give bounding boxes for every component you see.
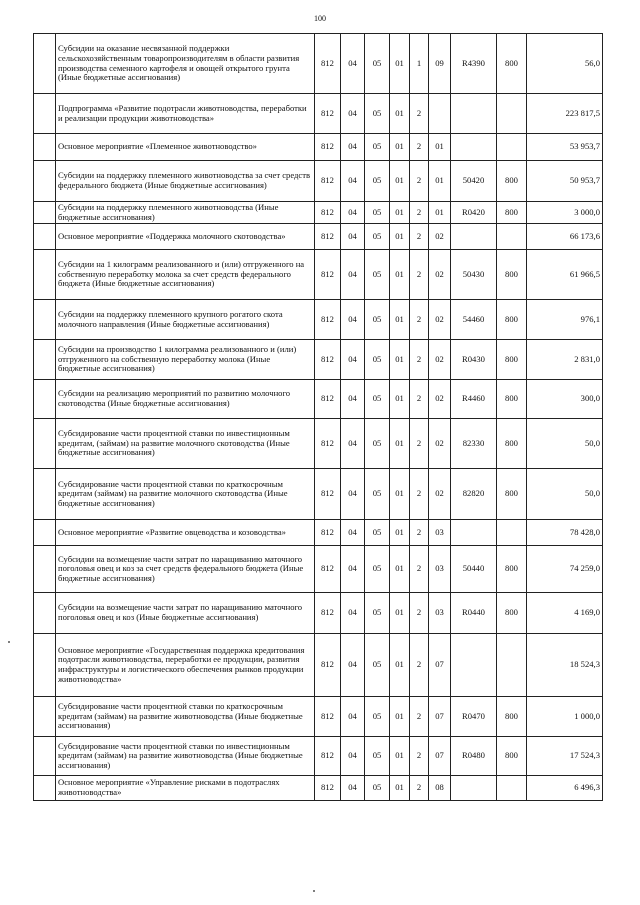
event-code-cell: 02 <box>429 224 451 250</box>
section-code-cell: 04 <box>341 593 365 634</box>
table-row <box>34 419 603 469</box>
event-code-cell: 07 <box>429 697 451 737</box>
amount-cell: 3 000,0 <box>527 202 603 224</box>
subprogram-code-cell: 2 <box>410 380 429 419</box>
item-name-cell: Субсидии на поддержку племенного крупного рогатого скота молочного направления (Иные бюджетные ассигнования) <box>56 300 315 340</box>
row-number-cell <box>34 224 56 250</box>
admin-code-cell: 812 <box>315 202 341 224</box>
expense-type-cell: 800 <box>497 161 527 202</box>
program-code-cell: 01 <box>390 380 410 419</box>
program-code-cell: 01 <box>390 94 410 134</box>
amount-cell: 78 428,0 <box>527 520 603 546</box>
subprogram-code-cell: 2 <box>410 520 429 546</box>
expense-type-cell: 800 <box>497 737 527 776</box>
program-code-cell: 01 <box>390 161 410 202</box>
expense-type-cell: 800 <box>497 250 527 300</box>
event-code-cell: 03 <box>429 593 451 634</box>
admin-code-cell: 812 <box>315 34 341 94</box>
row-number-cell <box>34 380 56 419</box>
subsection-code-cell: 05 <box>365 134 390 161</box>
program-code-cell: 01 <box>390 520 410 546</box>
expense-type-cell: 800 <box>497 419 527 469</box>
page-number: 100 <box>314 14 326 23</box>
program-code-cell: 01 <box>390 202 410 224</box>
subsection-code-cell: 05 <box>365 94 390 134</box>
event-code-cell: 03 <box>429 546 451 593</box>
subprogram-code-cell: 2 <box>410 250 429 300</box>
table-row <box>34 634 603 697</box>
program-code-cell: 01 <box>390 419 410 469</box>
subprogram-code-cell: 2 <box>410 634 429 697</box>
direction-code-cell: R0420 <box>451 202 497 224</box>
admin-code-cell: 812 <box>315 546 341 593</box>
row-number-cell <box>34 697 56 737</box>
admin-code-cell: 812 <box>315 250 341 300</box>
subprogram-code-cell: 2 <box>410 300 429 340</box>
section-code-cell: 04 <box>341 737 365 776</box>
table-row <box>34 737 603 776</box>
scan-speck <box>8 641 10 643</box>
row-number-cell <box>34 161 56 202</box>
section-code-cell: 04 <box>341 134 365 161</box>
section-code-cell: 04 <box>341 419 365 469</box>
section-code-cell: 04 <box>341 34 365 94</box>
event-code-cell: 02 <box>429 300 451 340</box>
row-number-cell <box>34 202 56 224</box>
row-number-cell <box>34 94 56 134</box>
expense-type-cell <box>497 520 527 546</box>
section-code-cell: 04 <box>341 380 365 419</box>
item-name-cell: Основное мероприятие «Племенное животноводство» <box>56 134 315 161</box>
subsection-code-cell: 05 <box>365 224 390 250</box>
amount-cell: 976,1 <box>527 300 603 340</box>
expense-type-cell: 800 <box>497 380 527 419</box>
subsection-code-cell: 05 <box>365 300 390 340</box>
item-name-cell: Субсидирование части процентной ставки по инвестиционным кредитам, (займам) на развитие молочного скотоводства (Иные бюджетные ассигнования) <box>56 419 315 469</box>
table-row <box>34 520 603 546</box>
subsection-code-cell: 05 <box>365 380 390 419</box>
admin-code-cell: 812 <box>315 593 341 634</box>
expense-type-cell: 800 <box>497 300 527 340</box>
event-code-cell: 03 <box>429 520 451 546</box>
expense-type-cell <box>497 224 527 250</box>
subprogram-code-cell: 2 <box>410 94 429 134</box>
section-code-cell: 04 <box>341 300 365 340</box>
row-number-cell <box>34 634 56 697</box>
subprogram-code-cell: 2 <box>410 224 429 250</box>
admin-code-cell: 812 <box>315 94 341 134</box>
amount-cell: 56,0 <box>527 34 603 94</box>
expense-type-cell <box>497 776 527 801</box>
amount-cell: 53 953,7 <box>527 134 603 161</box>
subsection-code-cell: 05 <box>365 546 390 593</box>
item-name-cell: Подпрограмма «Развитие подотрасли животноводства, переработки и реализации продукции животноводства» <box>56 94 315 134</box>
row-number-cell <box>34 737 56 776</box>
event-code-cell: 01 <box>429 161 451 202</box>
direction-code-cell: R4390 <box>451 34 497 94</box>
scan-speck <box>313 890 315 892</box>
section-code-cell: 04 <box>341 546 365 593</box>
subsection-code-cell: 05 <box>365 419 390 469</box>
direction-code-cell <box>451 134 497 161</box>
direction-code-cell: 82330 <box>451 419 497 469</box>
subsection-code-cell: 05 <box>365 634 390 697</box>
program-code-cell: 01 <box>390 300 410 340</box>
event-code-cell: 01 <box>429 202 451 224</box>
direction-code-cell: 82820 <box>451 469 497 520</box>
item-name-cell: Основное мероприятие «Поддержка молочного скотоводства» <box>56 224 315 250</box>
item-name-cell: Субсидии на оказание несвязанной поддержки сельскохозяйственным товаропроизводителям в области развития производства семенного картофеля и овощей открытого грунта (Иные бюджетные ассигнования) <box>56 34 315 94</box>
table-row <box>34 340 603 380</box>
item-name-cell: Основное мероприятие «Развитие овцеводства и козоводства» <box>56 520 315 546</box>
expense-type-cell <box>497 94 527 134</box>
table-row <box>34 469 603 520</box>
direction-code-cell: 50440 <box>451 546 497 593</box>
item-name-cell: Субсидии на поддержку племенного животноводства (Иные бюджетные ассигнования) <box>56 202 315 224</box>
subprogram-code-cell: 2 <box>410 134 429 161</box>
program-code-cell: 01 <box>390 134 410 161</box>
subsection-code-cell: 05 <box>365 776 390 801</box>
event-code-cell: 01 <box>429 134 451 161</box>
direction-code-cell: 54460 <box>451 300 497 340</box>
amount-cell: 4 169,0 <box>527 593 603 634</box>
subprogram-code-cell: 2 <box>410 419 429 469</box>
event-code-cell: 02 <box>429 340 451 380</box>
table-row <box>34 776 603 801</box>
section-code-cell: 04 <box>341 94 365 134</box>
admin-code-cell: 812 <box>315 469 341 520</box>
section-code-cell: 04 <box>341 161 365 202</box>
table-row <box>34 300 603 340</box>
row-number-cell <box>34 593 56 634</box>
row-number-cell <box>34 250 56 300</box>
item-name-cell: Субсидирование части процентной ставки по краткосрочным кредитам (займам) на развитие животноводства (Иные бюджетные ассигнования) <box>56 697 315 737</box>
item-name-cell: Основное мероприятие «Государственная поддержка кредитования подотрасли животноводства, переработки ее продукции, развития инфраструктуры и логистического обеспечения рынков продукции животноводства» <box>56 634 315 697</box>
item-name-cell: Субсидирование части процентной ставки по краткосрочным кредитам (займам) на развитие молочного скотоводства (Иные бюджетные ассигнования) <box>56 469 315 520</box>
budget-table <box>33 33 603 801</box>
direction-code-cell: R0480 <box>451 737 497 776</box>
table-row <box>34 34 603 94</box>
table-row <box>34 593 603 634</box>
table-row <box>34 697 603 737</box>
table-row <box>34 224 603 250</box>
subsection-code-cell: 05 <box>365 161 390 202</box>
section-code-cell: 04 <box>341 250 365 300</box>
subsection-code-cell: 05 <box>365 593 390 634</box>
admin-code-cell: 812 <box>315 134 341 161</box>
subsection-code-cell: 05 <box>365 697 390 737</box>
row-number-cell <box>34 34 56 94</box>
table-row <box>34 546 603 593</box>
amount-cell: 50,0 <box>527 469 603 520</box>
expense-type-cell: 800 <box>497 697 527 737</box>
admin-code-cell: 812 <box>315 737 341 776</box>
row-number-cell <box>34 340 56 380</box>
table-row <box>34 250 603 300</box>
subsection-code-cell: 05 <box>365 34 390 94</box>
subsection-code-cell: 05 <box>365 250 390 300</box>
expense-type-cell: 800 <box>497 202 527 224</box>
direction-code-cell <box>451 520 497 546</box>
section-code-cell: 04 <box>341 469 365 520</box>
direction-code-cell <box>451 94 497 134</box>
item-name-cell: Субсидии на поддержку племенного животноводства за счет средств федерального бюджета (Иные бюджетные ассигнования) <box>56 161 315 202</box>
expense-type-cell <box>497 134 527 161</box>
program-code-cell: 01 <box>390 546 410 593</box>
item-name-cell: Основное мероприятие «Управление рисками в подотраслях животноводства» <box>56 776 315 801</box>
program-code-cell: 01 <box>390 593 410 634</box>
event-code-cell: 02 <box>429 250 451 300</box>
item-name-cell: Субсидии на возмещение части затрат по наращиванию маточного поголовья овец и коз (Иные бюджетные ассигнования) <box>56 593 315 634</box>
row-number-cell <box>34 134 56 161</box>
event-code-cell: 02 <box>429 380 451 419</box>
subsection-code-cell: 05 <box>365 340 390 380</box>
section-code-cell: 04 <box>341 634 365 697</box>
admin-code-cell: 812 <box>315 776 341 801</box>
amount-cell: 66 173,6 <box>527 224 603 250</box>
subprogram-code-cell: 2 <box>410 340 429 380</box>
event-code-cell: 07 <box>429 634 451 697</box>
admin-code-cell: 812 <box>315 340 341 380</box>
expense-type-cell: 800 <box>497 340 527 380</box>
event-code-cell: 09 <box>429 34 451 94</box>
amount-cell: 18 524,3 <box>527 634 603 697</box>
row-number-cell <box>34 776 56 801</box>
item-name-cell: Субсидии на производство 1 килограмма реализованного и (или) отгруженного на собственную переработку молока (Иные бюджетные ассигнования) <box>56 340 315 380</box>
subprogram-code-cell: 2 <box>410 697 429 737</box>
table-row <box>34 134 603 161</box>
direction-code-cell: R4460 <box>451 380 497 419</box>
row-number-cell <box>34 419 56 469</box>
table-body <box>34 34 603 801</box>
event-code-cell: 02 <box>429 419 451 469</box>
table-row <box>34 202 603 224</box>
subprogram-code-cell: 2 <box>410 593 429 634</box>
subprogram-code-cell: 2 <box>410 161 429 202</box>
subprogram-code-cell: 2 <box>410 776 429 801</box>
item-name-cell: Субсидии на возмещение части затрат по наращиванию маточного поголовья овец и коз за счет средств федерального бюджета (Иные бюджетные ассигнования) <box>56 546 315 593</box>
subprogram-code-cell: 2 <box>410 737 429 776</box>
program-code-cell: 01 <box>390 737 410 776</box>
direction-code-cell: R0440 <box>451 593 497 634</box>
admin-code-cell: 812 <box>315 380 341 419</box>
section-code-cell: 04 <box>341 340 365 380</box>
admin-code-cell: 812 <box>315 419 341 469</box>
expense-type-cell <box>497 634 527 697</box>
expense-type-cell: 800 <box>497 546 527 593</box>
subprogram-code-cell: 2 <box>410 202 429 224</box>
amount-cell: 74 259,0 <box>527 546 603 593</box>
item-name-cell: Субсидирование части процентной ставки по инвестиционным кредитам (займам) на развитие животноводства (Иные бюджетные ассигнования) <box>56 737 315 776</box>
program-code-cell: 01 <box>390 469 410 520</box>
item-name-cell: Субсидии на реализацию мероприятий по развитию молочного скотоводства (Иные бюджетные ассигнования) <box>56 380 315 419</box>
direction-code-cell <box>451 634 497 697</box>
amount-cell: 61 966,5 <box>527 250 603 300</box>
admin-code-cell: 812 <box>315 520 341 546</box>
table-row <box>34 380 603 419</box>
program-code-cell: 01 <box>390 340 410 380</box>
expense-type-cell: 800 <box>497 593 527 634</box>
event-code-cell: 07 <box>429 737 451 776</box>
direction-code-cell <box>451 776 497 801</box>
direction-code-cell: 50430 <box>451 250 497 300</box>
program-code-cell: 01 <box>390 634 410 697</box>
table-row <box>34 161 603 202</box>
amount-cell: 6 496,3 <box>527 776 603 801</box>
amount-cell: 223 817,5 <box>527 94 603 134</box>
subsection-code-cell: 05 <box>365 469 390 520</box>
admin-code-cell: 812 <box>315 224 341 250</box>
admin-code-cell: 812 <box>315 161 341 202</box>
amount-cell: 17 524,3 <box>527 737 603 776</box>
table-row <box>34 94 603 134</box>
amount-cell: 300,0 <box>527 380 603 419</box>
subsection-code-cell: 05 <box>365 520 390 546</box>
row-number-cell <box>34 520 56 546</box>
amount-cell: 1 000,0 <box>527 697 603 737</box>
direction-code-cell: R0430 <box>451 340 497 380</box>
subsection-code-cell: 05 <box>365 737 390 776</box>
subsection-code-cell: 05 <box>365 202 390 224</box>
item-name-cell: Субсидии на 1 килограмм реализованного и (или) отгруженного на собственную переработку молока за счет средств федерального бюджета (Иные бюджетные ассигнования) <box>56 250 315 300</box>
direction-code-cell: R0470 <box>451 697 497 737</box>
row-number-cell <box>34 469 56 520</box>
subprogram-code-cell: 2 <box>410 546 429 593</box>
program-code-cell: 01 <box>390 250 410 300</box>
section-code-cell: 04 <box>341 520 365 546</box>
subprogram-code-cell: 2 <box>410 469 429 520</box>
direction-code-cell: 50420 <box>451 161 497 202</box>
admin-code-cell: 812 <box>315 634 341 697</box>
expense-type-cell: 800 <box>497 34 527 94</box>
program-code-cell: 01 <box>390 776 410 801</box>
event-code-cell: 02 <box>429 469 451 520</box>
subprogram-code-cell: 1 <box>410 34 429 94</box>
section-code-cell: 04 <box>341 697 365 737</box>
direction-code-cell <box>451 224 497 250</box>
admin-code-cell: 812 <box>315 697 341 737</box>
amount-cell: 50 953,7 <box>527 161 603 202</box>
admin-code-cell: 812 <box>315 300 341 340</box>
section-code-cell: 04 <box>341 202 365 224</box>
expense-type-cell: 800 <box>497 469 527 520</box>
section-code-cell: 04 <box>341 224 365 250</box>
amount-cell: 2 831,0 <box>527 340 603 380</box>
event-code-cell: 08 <box>429 776 451 801</box>
event-code-cell <box>429 94 451 134</box>
program-code-cell: 01 <box>390 697 410 737</box>
program-code-cell: 01 <box>390 224 410 250</box>
amount-cell: 50,0 <box>527 419 603 469</box>
section-code-cell: 04 <box>341 776 365 801</box>
program-code-cell: 01 <box>390 34 410 94</box>
row-number-cell <box>34 546 56 593</box>
row-number-cell <box>34 300 56 340</box>
